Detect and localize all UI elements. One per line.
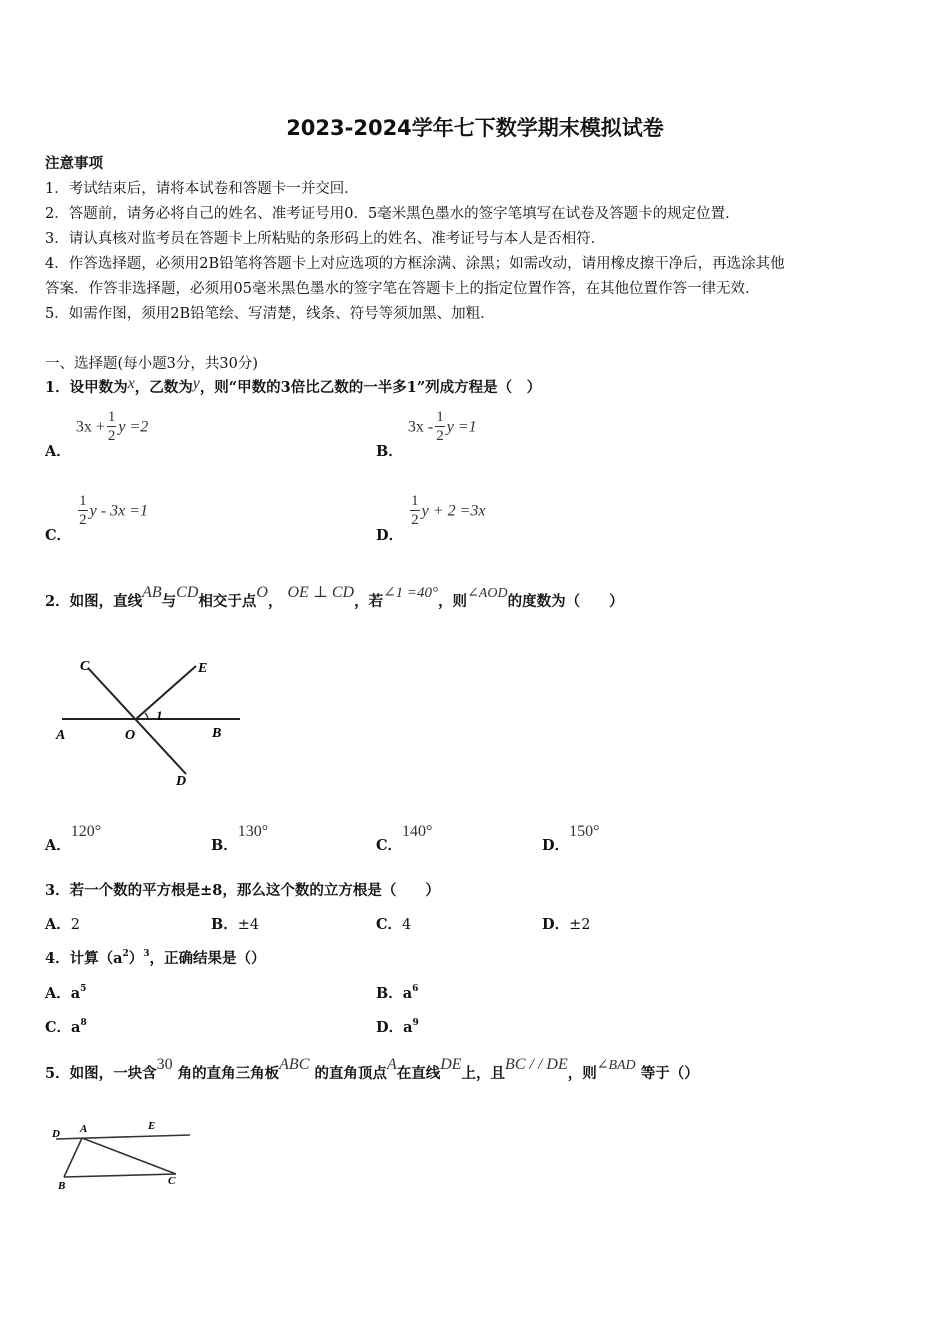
notice-item: 4．作答选择题，必须用2B铅笔将答题卡上对应选项的方框涂满、涂黑；如需改动，请用橡皮擦干净后，再选涂其他: [45, 256, 785, 272]
q2-figure: [44, 650, 244, 790]
label-e: E: [148, 1120, 156, 1132]
side-ab: [64, 1138, 82, 1177]
page-title: 2023-2024学年七下数学期末模拟试卷: [286, 116, 664, 140]
label-b: B: [58, 1180, 66, 1192]
ray-oe: [136, 666, 196, 719]
side-bc: [64, 1174, 176, 1177]
label-c: C: [80, 659, 90, 674]
q2-option-a[interactable]: A．120°: [45, 823, 102, 854]
question-1: 1．设甲数为x，乙数为y，则“甲数的3倍比乙数的一半多1”列成方程是（ ）: [45, 375, 542, 396]
question-3: 3．若一个数的平方根是±8，那么这个数的立方根是（ ）: [45, 882, 440, 899]
q1-option-c[interactable]: C． $\frac{1}{2}$ y - 3x =1: [45, 493, 148, 544]
question-2: 2．如图，直线AB与CD相交于点O， OE ⊥ CD，若∠1 =40°，则∠AOD的度数为（ ）: [45, 584, 624, 610]
notice-heading: 注意事项: [45, 155, 103, 172]
q4-option-a[interactable]: A．$a^5$: [45, 984, 87, 1002]
label-a: A: [56, 728, 66, 743]
q2-option-d[interactable]: D．150°: [542, 823, 600, 854]
q4-option-b[interactable]: B．$a^6$: [376, 984, 419, 1002]
side-ac: [82, 1138, 176, 1174]
notice-item: 3．请认真核对监考员在答题卡上所粘贴的条形码上的姓名、准考证号与本人是否相符．: [45, 231, 606, 247]
q2-option-b[interactable]: B．130°: [211, 823, 269, 854]
line-cd: [88, 668, 186, 774]
notice-item: 2．答题前，请务必将自己的姓名、准考证号用0．5毫米黑色墨水的签字笔填写在试卷及答题卡的规定位置．: [45, 206, 740, 222]
q3-option-a[interactable]: A．2: [45, 916, 80, 933]
q4-option-c[interactable]: C．$a^8$: [45, 1018, 87, 1036]
question-4: 4．计算$(a^2)^3$，正确结果是（）: [45, 949, 266, 967]
label-1: 1: [156, 708, 163, 723]
label-o: O: [125, 728, 136, 743]
q3-option-d[interactable]: D．±2: [542, 916, 591, 933]
q2-option-c[interactable]: C．140°: [376, 823, 433, 854]
label-a: A: [80, 1123, 88, 1135]
label-d: D: [52, 1128, 60, 1140]
notice-item: 5．如需作图，须用2B铅笔绘、写清楚，线条、符号等须加黑、加粗．: [45, 306, 495, 322]
notice-item: 1．考试结束后，请将本试卷和答题卡一并交回．: [45, 181, 359, 197]
q4-option-d[interactable]: D．$a^9$: [376, 1018, 419, 1036]
line-de: [56, 1135, 190, 1139]
q1-option-b[interactable]: B． 3x - $\frac{1}{2}$ y =1: [376, 409, 477, 460]
label-b: B: [212, 726, 222, 741]
label-e: E: [198, 661, 208, 676]
notice-item: 答案．作答非选择题，必须用05毫米黑色墨水的签字笔在答题卡上的指定位置作答，在其他位置作答一律无效．: [45, 281, 760, 297]
q1-option-d[interactable]: D． $\frac{1}{2}$ y + 2 =3x: [376, 493, 486, 544]
question-5: 5．如图，一块含30 角的直角三角板ABC 的直角顶点A在直线DE上，且BC / / DE，则∠BAD 等于（）: [45, 1056, 699, 1082]
q5-figure: [44, 1112, 194, 1197]
label-d: D: [176, 774, 187, 789]
q1-option-a[interactable]: A． 3x + $\frac{1}{2}$ y =2: [45, 409, 149, 460]
q3-option-b[interactable]: B．±4: [211, 916, 260, 933]
section-heading: 一、选择题(每小题3分，共30分): [45, 356, 258, 372]
label-c: C: [168, 1175, 176, 1187]
q3-option-c[interactable]: C．4: [376, 916, 412, 933]
